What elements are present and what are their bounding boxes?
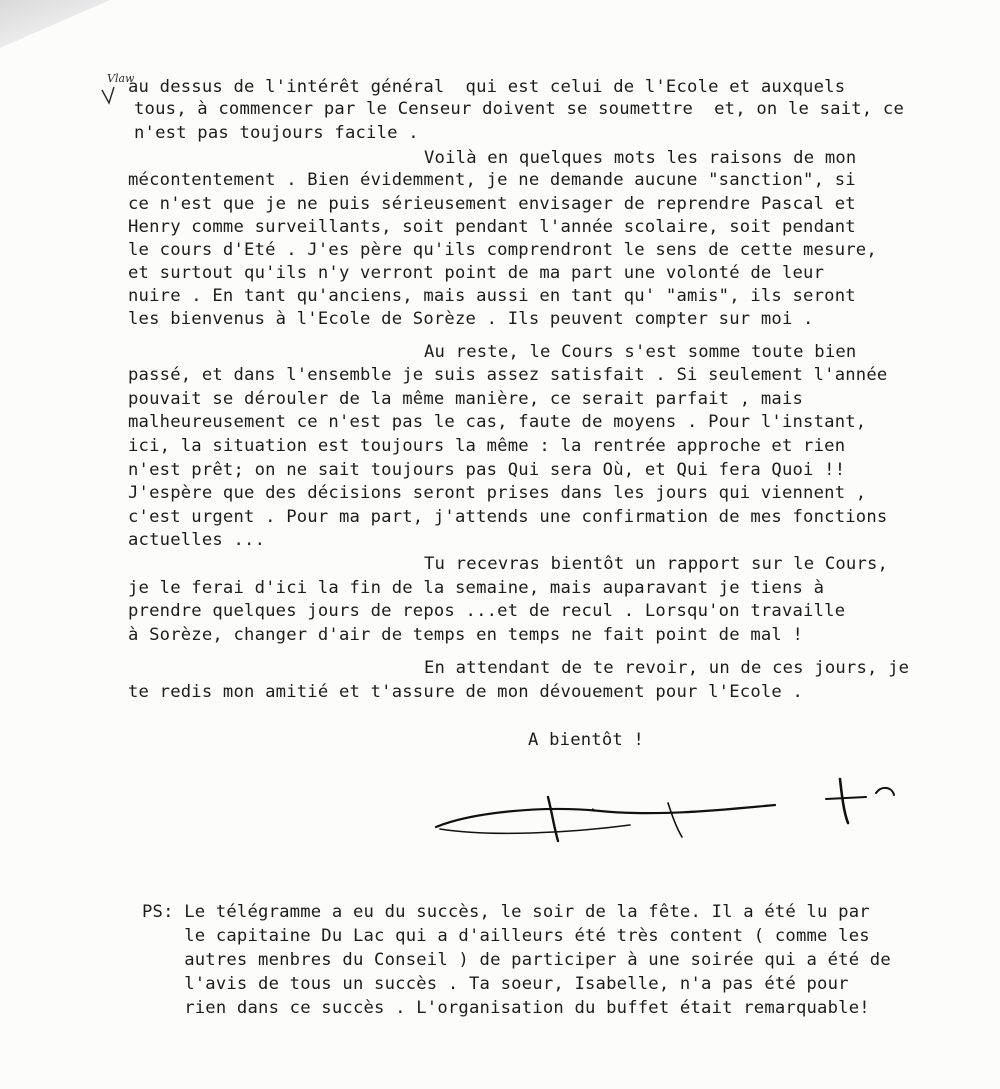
body-line: actuelles ... bbox=[128, 530, 266, 550]
body-line: Henry comme surveillants, soit pendant l'année scolaire, soit pendant bbox=[128, 217, 856, 237]
body-line: pouvait se dérouler de la même manière, ce serait parfait , mais bbox=[128, 389, 804, 409]
body-line: Voilà en quelques mots les raisons de mon bbox=[424, 148, 857, 168]
body-line: ce n'est que je ne puis sérieusement envisager de reprendre Pascal et bbox=[128, 194, 856, 214]
ps-line: rien dans ce succès . L'organisation du buffet était remarquable! bbox=[142, 998, 870, 1018]
closing-line: A bientôt ! bbox=[528, 730, 645, 750]
body-line: au dessus de l'intérêt général qui est celui de l'Ecole et auxquels bbox=[128, 77, 846, 97]
body-line: nuire . En tant qu'anciens, mais aussi en tant qu' "amis", ils seront bbox=[128, 286, 856, 306]
folded-corner bbox=[0, 0, 110, 48]
body-line: mécontentement . Bien évidemment, je ne demande aucune "sanction", si bbox=[128, 170, 856, 190]
body-line: les bienvenus à l'Ecole de Sorèze . Ils peuvent compter sur moi . bbox=[128, 309, 814, 329]
body-line: n'est prêt; on ne sait toujours pas Qui sera Où, et Qui fera Quoi !! bbox=[128, 460, 846, 480]
body-line: passé, et dans l'ensemble je suis assez satisfait . Si seulement l'année bbox=[128, 365, 888, 385]
ps-line: PS: Le télégramme a eu du succès, le soir de la fête. Il a été lu par bbox=[142, 902, 870, 922]
body-line: Tu recevras bientôt un rapport sur le Cours, bbox=[424, 554, 889, 574]
body-line: je le ferai d'ici la fin de la semaine, mais auparavant je tiens à bbox=[128, 578, 825, 598]
handwritten-signature bbox=[430, 775, 900, 865]
body-line: tous, à commencer par le Censeur doivent se soumettre et, on le sait, ce bbox=[134, 99, 904, 119]
body-line: malheureusement ce n'est pas le cas, faute de moyens . Pour l'instant, bbox=[128, 412, 867, 432]
ps-line: le capitaine Du Lac qui a d'ailleurs été très content ( comme les bbox=[142, 926, 870, 946]
ps-line: l'avis de tous un succès . Ta soeur, Isabelle, n'a pas été pour bbox=[142, 974, 849, 994]
body-line: n'est pas toujours facile . bbox=[134, 123, 419, 143]
body-line: te redis mon amitié et t'assure de mon dévouement pour l'Ecole . bbox=[128, 682, 804, 702]
ps-line: autres menbres du Conseil ) de participer à une soirée qui a été de bbox=[142, 950, 891, 970]
body-line: J'espère que des décisions seront prises dans les jours qui viennent , bbox=[128, 483, 867, 503]
body-line: le cours d'Eté . J'es père qu'ils comprendront le sens de cette mesure, bbox=[128, 240, 877, 260]
handwritten-annotation: Vlaw bbox=[107, 72, 135, 85]
handwritten-tick-mark bbox=[100, 84, 126, 106]
body-line: prendre quelques jours de repos ...et de recul . Lorsqu'on travaille bbox=[128, 601, 846, 621]
body-line: et surtout qu'ils n'y verront point de ma part une volonté de leur bbox=[128, 263, 825, 283]
body-line: ici, la situation est toujours la même : la rentrée approche et rien bbox=[128, 436, 846, 456]
body-line: Au reste, le Cours s'est somme toute bien bbox=[424, 342, 857, 362]
body-line: à Sorèze, changer d'air de temps en temps ne fait point de mal ! bbox=[128, 625, 804, 645]
body-line: En attendant de te revoir, un de ces jours, je bbox=[424, 658, 910, 678]
body-line: c'est urgent . Pour ma part, j'attends une confirmation de mes fonctions bbox=[128, 507, 888, 527]
